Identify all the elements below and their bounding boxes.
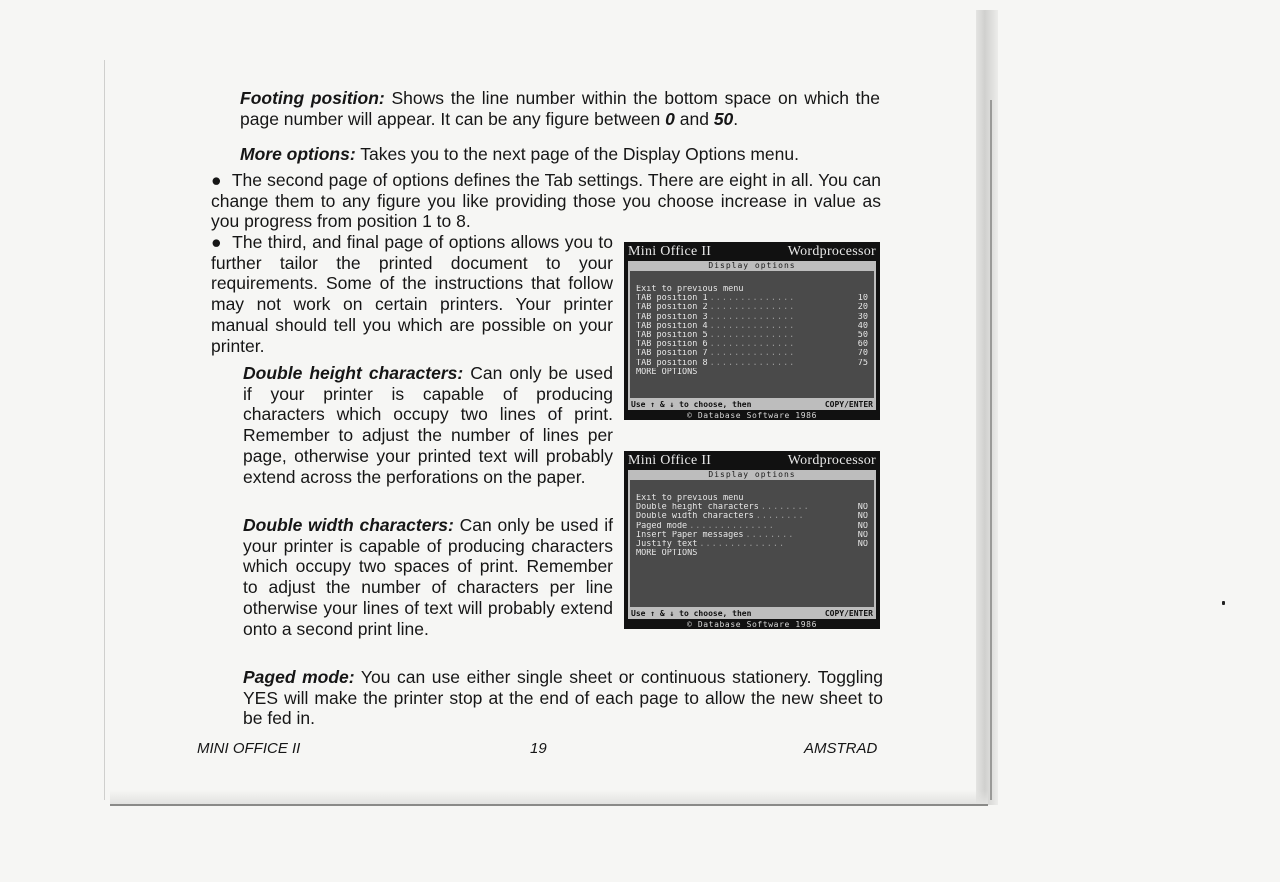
screen-footer-hint: Use ↑ & ↓ to choose, then [631,400,752,409]
screen-option: TAB position 1 .............. 10 [636,294,868,304]
screen-option [636,285,868,294]
page-right-edge [976,10,998,805]
paper-speck [1222,601,1225,605]
page-fold-line [990,100,992,800]
option-value: 20 [857,303,868,313]
screen-footer [628,400,876,410]
para-footing-position [240,88,880,129]
para-paged-mode [243,667,883,729]
para-more-options [240,144,880,165]
screenshot-tab-options [624,242,880,420]
option-value: 30 [857,312,868,322]
option-label: Paged mode [636,521,688,531]
option-value: 50 [857,331,868,341]
screen-option [636,549,868,558]
option-value: 10 [857,294,868,304]
option-label: MORE OPTIONS [636,549,698,559]
option-label: TAB position 4 [636,321,708,331]
screen-option: Insert Paper messages ........ NO [636,530,868,540]
option-value: NO [857,503,868,513]
bullet-icon: ● [211,232,223,252]
option-label: Double width characters [636,512,754,522]
bullet-text: The third, and final page of options allows you to further tailor the printed document to your requirements. Some of the instructions that follow may not work on certain printers. Your printer manual should tell you which are possible on your printer. [211,232,614,356]
screenshot-print-options [624,451,880,629]
option-label: TAB position 3 [636,312,708,322]
page-left-edge [104,60,105,800]
para-text: Shows the line number within the bottom space on which the page number will appear. It can be any figure between [240,88,881,129]
bullet-tab-settings [211,170,881,232]
screen-footer-hint: Use ↑ & ↓ to choose, then [631,609,752,618]
option-label: TAB position 8 [636,358,708,368]
screen-title-right: Wordprocessor [787,244,876,259]
value-min: 0 [665,108,675,129]
option-label: TAB position 5 [636,331,708,341]
option-label: TAB position 7 [636,349,708,359]
value-max: 50 [713,108,734,129]
option-value: 70 [857,349,868,359]
option-value: 75 [857,358,868,368]
screen-option: Justify text .............. NO [636,540,868,550]
option-label: Double height characters [636,503,759,513]
para-text: . [733,108,739,129]
option-label: TAB position 6 [636,340,708,350]
option-label: MORE OPTIONS [636,367,698,377]
option-value: 60 [857,340,868,350]
term-paged-mode: Paged mode: [243,667,355,687]
screen-credit: © Database Software 1986 [687,620,817,629]
screen-credit: © Database Software 1986 [687,411,817,420]
screen-option: Double width characters ........ NO [636,512,868,522]
screen-title-right: Wordprocessor [787,453,876,468]
screen-titlebar [624,451,880,469]
para-text: Can only be used if your printer is capable of producing characters which occupy two lines of print. Remember to adjust the number of lines per page, otherwise your printed text will probably extend across the perforations on the paper. [243,363,613,487]
para-text: Can only be used if your printer is capable of producing characters which occupy two spaces of print. Remember to adjust the number of characters per line otherwise your lines of text will probably extend onto a second print line. [243,515,613,639]
screen-footer [628,609,876,619]
bullet-third-page [211,232,613,356]
term-footing-position: Footing position: [240,88,385,108]
page-number: 19 [530,740,547,757]
screen-title-left: Mini Office II [628,244,712,259]
option-label: TAB position 1 [636,294,708,304]
option-value: NO [857,512,868,522]
screen-option: TAB position 8 .............. 75 [636,358,868,368]
option-value: 40 [857,321,868,331]
screen-option: Paged mode .............. NO [636,521,868,531]
screen-subtitle: Display options [628,261,876,271]
screen-subtitle: Display options [628,470,876,480]
screen-option: TAB position 2 .............. 20 [636,303,868,313]
option-label: Exit to previous menu [636,494,744,503]
term-more-options: More options: [240,144,356,164]
term-double-width: Double width characters: [243,515,454,535]
para-double-height [243,363,613,487]
option-label: Justify text [636,540,698,550]
screen-footer-key: COPY/ENTER [824,609,873,618]
para-text: and [674,108,714,129]
bullet-icon: ● [211,170,222,190]
screen-footer-key: COPY/ENTER [824,400,873,409]
footer-brand: AMSTRAD [804,740,878,757]
option-label: Exit to previous menu [636,285,744,294]
option-label: TAB position 2 [636,303,708,313]
para-text: Takes you to the next page of the Display Options menu. [355,144,799,164]
screen-options-panel [628,480,876,609]
bullet-text: The second page of options defines the Tab settings. There are eight in all. You can change them to any figure you like providing those you choose increase in value as you progress from position 1 to 8. [211,170,881,232]
term-double-height: Double height characters: [243,363,464,383]
page-bottom-edge [110,790,988,806]
para-text: You can use either single sheet or continuous stationery. Toggling YES will make the printer stop at the end of each page to allow the new sheet to be fed in. [243,667,883,729]
footer-title: MINI OFFICE II [197,740,301,757]
option-value: NO [857,521,868,531]
option-label: Insert Paper messages [636,530,744,540]
screen-option [636,368,868,377]
screen-option: TAB position 3 .............. 30 [636,312,868,322]
screen-title-left: Mini Office II [628,453,712,468]
screen-titlebar [624,242,880,260]
screen-option: TAB position 6 .............. 60 [636,340,868,350]
screen-option: Double height characters ........ NO [636,503,868,513]
para-double-width [243,515,613,639]
screen-option: TAB position 5 .............. 50 [636,331,868,341]
screen-option: TAB position 4 .............. 40 [636,321,868,331]
screen-options-panel [628,271,876,400]
option-value: NO [857,540,868,550]
screen-option: TAB position 7 .............. 70 [636,349,868,359]
screen-option [636,494,868,503]
option-value: NO [857,530,868,540]
